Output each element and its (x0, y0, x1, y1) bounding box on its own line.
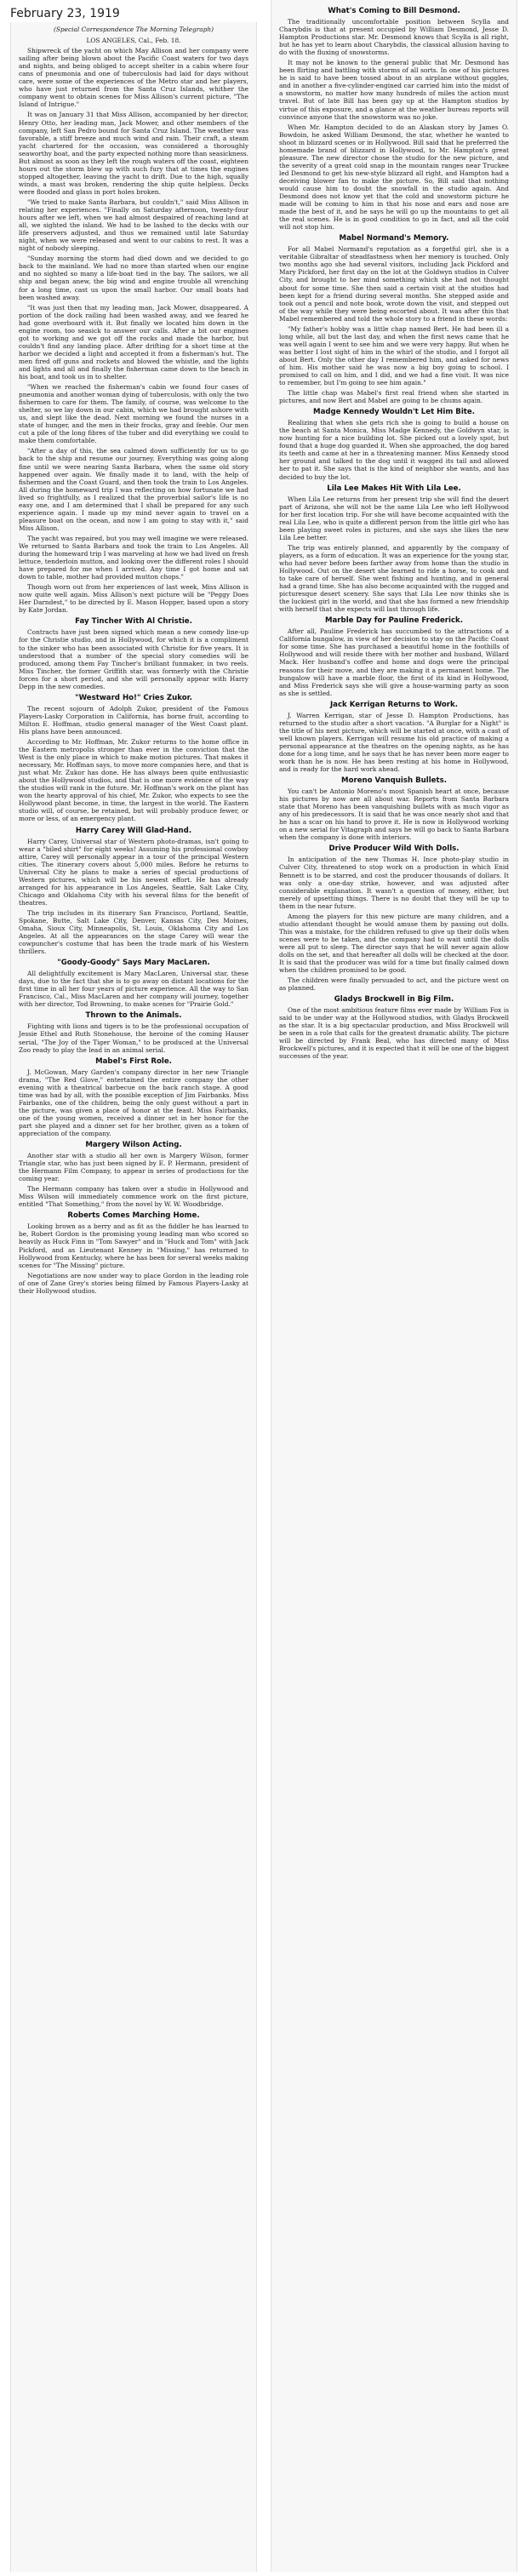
article-paragraph: The trip includes in its itinerary San Francisco, Portland, Seattle, Spokane, Butte, Salt Lake City, Denver, Kansas City, Des Moines, Omaha, Sioux City, Minneapolis, St. Louis, Oklahoma City and Los Angeles. At all the appearances on the stage Carey will wear the cowpuncher's costume that has been the trade mark of his Western thrillers. (19, 908, 248, 956)
article-paragraph: "After a day of this, the sea calmed down sufficiently for us to go back to the ship and resume our journey. Everything was going along fine until we were nearing Santa Barbara, when the same old story happened over again. We finally made it to land, with the help of fishermen and the Coast Guard, and then took the train to Los Angeles. All during the homeward trip I was reflecting on how fortunate we had lived so frightfully, as I realized that the proverbial sailor's life is no easy one, and I am determined that I shall be prepared for any such experience again. I made up my mind never again to travel on a pleasure boat on the ocean, and now I am going to stay with it," said Miss Allison. (19, 447, 248, 532)
article (19, 1211, 248, 1294)
article-paragraph: Contracts have just been signed which mean a new comedy line-up for the Christie studio, and in Hollywood, for which it is a compliment to the sinker who has been associated with Christie for five years. It is understood that a number of the special story comedies will be produced, among them Fay Tincher's brilliant funmaker, in two reels. Miss Tincher, the former Griffith star, was formerly with the Christie forces for a short period, and she will personally appear with Harry Depp in the new comedies. (19, 628, 248, 690)
article-headline: Harry Carey Will Glad-Hand. (75, 826, 192, 835)
article-paragraph: Among the players for this new picture are many children, and a studio attendant thought he would amuse them by passing out dolls. This was a mistake, for the children refused to give up their dolls when scenes were to be taken, and the company had to wait until the dolls were all put to sleep. The director says that he will never again allow dolls on the set, and that hereafter all dolls will be checked at the door. It is said that the producer was wild for a time but finally calmed down when the children promised to be good. (279, 912, 509, 975)
article (19, 694, 248, 823)
article (279, 776, 509, 841)
article-paragraph: Realizing that when she gets rich she is going to build a house on the beach at Santa Monica, Miss Madge Kennedy, the Goldwyn star, is now hunting for a nice building lot. She picked out a lovely spot, but found that a huge dog guarded it. When she approached, the dog bared its teeth and came at her in a threatening manner. Miss Kennedy stood her ground and talked to the dog until it wagged its tail and allowed her to pat it. She says that is the kind of neighbor she wants, and has decided to buy the lot. (279, 419, 509, 481)
article-paragraph: "It was just then that my leading man, Jack Mower, disappeared. A portion of the dock railing had been washed away, and we feared he had gone overboard with it. But finally we located him down in the engine room, too seasick to answer our calls. After a bit our engines got to working and we got off the rocks and made the harbor, but couldn't find any landing place. After drifting for a short time at the harbor we decided a light and accepted it from a fisherman's hut. The men fired off guns and rockets and blowed the whistle, and the lights and lights and all and finally the fisherman came down to the beach in his boat, and took us in to shelter. (19, 303, 248, 381)
article-paragraph: J. McGowan, Mary Garden's company director in her new Triangle drama, "The Red Glove," entertained the entire company the other evening with a theatrical barbecue on the back ranch stage. A good time was had by all, with the possible exception of Jim Fairbanks. Miss Fairbanks, one of the children, being the only guest without a part in the picture, was given a place of honor at the feast. Miss Fairbanks, one of the young women, received a dinner set in her honor for the part she played and a dinner set for her brother, given as a token of appreciation of the company. (19, 1068, 248, 1137)
article (279, 408, 509, 480)
article-paragraph: Harry Carey, Universal star of Western photo-dramas, isn't going to wear a "biled shirt" for eight weeks! Assuming his professional cowboy attire, Carey will personally appear in a tour of the principal Western cities. The itinerary covers about 5,000 miles. Before he returns to Universal City he plans to make a series of special productions of Western pictures, which will be his newest effort. He has already arranged for his appearance in Los Angeles, Seattle, Salt Lake City, Chicago and Oklahoma City with his several films for the benefit of theatres. (19, 837, 248, 907)
article-headline: Moreno Vanquish Bullets. (341, 776, 447, 786)
article-paragraph: The Hermann company has taken over a studio in Hollywood and Miss Wilson will immediately commence work on the first picture, entitled "That Something," from the novel by W. W. Woodbridge. (19, 1185, 248, 1209)
article-headline: Roberts Comes Marching Home. (67, 1211, 200, 1221)
article-headline: "Goody-Goody" Says Mary MacLaren. (57, 959, 210, 968)
article-headline: Mabel Normand's Memory. (339, 234, 449, 243)
article-headline: Jack Kerrigan Returns to Work. (329, 700, 459, 709)
article-paragraph: Negotiations are now under way to place Gordon in the leading role of one of Zane Grey's stories being filmed by Famous Players-Lasky at their Hollywood studios. (19, 1271, 248, 1295)
article-paragraph: The little chap was Mabel's first real friend when she started in pictures, and now Bert and Mabel are going to be chums again. (279, 389, 509, 405)
article (279, 701, 509, 773)
article-paragraph: You can't be Antonio Moreno's most Spanish heart at once, because his pictures by now are all about war. Reports from Santa Barbara state that Moreno has been vanquishing bullets with as much vigor as any of his predecessors. It is said that he was once nearly shot and that he has a scar on his hand to prove it. He is now in Hollywood working on a new serial for Vitagraph and says he will go back to Santa Barbara when the company is done with interiors. (279, 787, 509, 842)
article-paragraph: "Sunday morning the storm had died down and we decided to go back to the mainland. We had no more than started when our engine and no sighted so many a life-boat tied in the bay. The sailors, we all ship and began anew, the big wind and engine trouble all wrenching for a long time, cast us upon the small harbor. Our small boats had been washed away. (19, 255, 248, 301)
article-paragraph: "My father's hobby was a little chap named Bert. He had been ill a long while, all but the last day, and when the first news came that he was well again I went to see him and we were very happy. But when he was better I lost sight of him in the whirl of the studio, and I forgot all about Bert. Only the other day I remembered him, and asked for news of him. His mother said he was now a big boy going to school. I promised to call on him, and I did, and we had a fine visit. It was nice to remember, but I'm going to see him again." (279, 324, 509, 387)
article-headline: Marble Day for Pauline Frederick. (324, 616, 464, 626)
article-headline: Madge Kennedy Wouldn't Let Him Bite. (313, 408, 475, 417)
article (279, 484, 509, 614)
article-paragraph: When Lila Lee returns from her present trip she will find the desert part of Arizona, she will not be the same Lila Lee who left Hollywood for her first location trip. For she will have become acquainted with the real Lila Lee, who is quite a different person from the little girl who has been playing sweet roles in pictures, and she says she likes the new Lila Lee better. (279, 495, 509, 541)
article-headline: Gladys Brockwell in Big Film. (334, 995, 454, 1005)
article-paragraph: The children were finally persuaded to act, and the picture went on as planned. (279, 976, 509, 993)
article-paragraph: All delightfully excitement is Mary MacLaren, Universal star, these days, due to the fact that she is to go away on distant locations for the first time in all her four years of picture experience. All the way to San Francisco, Cal., Miss MacLaren and her company will journey, together with her director, Tod Browning, to make scenes for "Prairie Gold." (19, 970, 248, 1009)
article-paragraph: "We tried to make Santa Barbara, but couldn't," said Miss Allison in relating her experiences. "Finally on Saturday afternoon, twenty-four hours after we left, when we had almost despaired of reaching land at all, we sighted the island. We had to be lashed to the decks with our life preservers adjusted, and thus we remained until late Saturday night, when we were released and went to our cabins to rest. It was a night of nobody sleeping. (19, 197, 248, 253)
article (19, 47, 248, 614)
article (279, 7, 509, 231)
article-headline: Mabel's First Role. (95, 1056, 172, 1066)
article-paragraph: For all Mabel Normand's reputation as a forgetful girl, she is a veritable Gibraltar of steadfastness when her memory is touched. Only two months ago she had several visitors, including Jack Pickford and Mary Pickford, her first day on the lot at the Goldwyn studios in Culver City, and brought to her mind something which she had not thought about for some time. She then said a certain visit at the studios had been kept for a friend during several months. She stepped aside and took out a pencil and note book, wrote down the visit, and stepped out of the way while they were being escorted about. It was after this that Mabel remembered and told the whole story to a friend in these words: (279, 245, 509, 323)
article-paragraph: The yacht was repaired, but you may well imagine we were released. We returned to Santa Barbara and took the train to Los Angeles. All during the homeward trip I was marveling at how we had lived on fresh lettuce, tenderloin mutton, and looking over the different roles I should have prepared for me when I arrived. Any time I got home and sat down to table, mother had provided mutton chops." (19, 534, 248, 581)
article (279, 995, 509, 1060)
article (19, 1057, 248, 1137)
article-headline: Margery Wilson Acting. (85, 1141, 182, 1150)
article (19, 827, 248, 956)
article (19, 1141, 248, 1208)
article-paragraph: One of the most ambitious feature films ever made by William Fox is said to be under way at the Hollywood studios, with Gladys Brockwell as the star. It is a big spectacular production, and Miss Brockwell will be seen in a role that calls for the greatest dramatic ability. The picture will be directed by Frank Beal, who has directed many of Miss Brockwell's pictures, and it is expected that it will be one of the biggest successes of the year. (279, 1006, 509, 1061)
article-paragraph: When Mr. Hampton decided to do an Alaskan story by James O. Bowdoin, he asked William Desmond, the star, whether he wanted to shoot in blizzard scenes or in Hollywood. Bill said that he preferred the homemade brand of blizzard in Hollywood, to Mr. Hampton's great pleasure. The new director chose the studio for the new picture, and the severity of a great cold snap in the mountain ranges near Truckee led Desmond to get his new-style blizzard all right, and Hampton had a deceiving blower fan to make the picture. So, Bill said that nothing would cause him to doubt the snowfall in the studio again. And Desmond does not know yet that the cold and snowstorm picture he made will be coming to him in that his nose and ears and nose are made the best of it, and he says he will go up the mountains to get all the real scenes. He is in good condition to go in fact, and all the cold will not stop him. (279, 123, 509, 232)
dateline: LOS ANGELES, Cal., Feb. 18. (86, 37, 181, 45)
article (19, 1011, 248, 1053)
article-paragraph: Fighting with lions and tigers is to be the professional occupation of Jessie Ethel and Ruth Stonehouse, the heroine of the coming Hauser serial, "The Joy of the Tiger Woman," to be produced at the Universal Zoo ready to play the lead in an animal serial. (19, 1022, 248, 1054)
article-headline: Lila Lee Makes Hit With Lila Lee. (327, 484, 461, 493)
article-paragraph: "When we reached the fisherman's cabin we found four cases of pneumonia and another woman dying of tuberculosis, with only the two fishermen to care for them. The family, of course, was welcome to the shelter, so we lay down in our cabin, which we had brought ashore with us, and slept like the dead. Next morning we found the nurses in a state of hunger, and the men in their frocks, gray and feeble. Our men cut a pile of the long fibres of the tuber and did everything we could to make them comfortable. (19, 383, 248, 445)
article-paragraph: The traditionally uncomfortable position between Scylla and Charybdis is that at present occupied by William Desmond, Jesse D. Hampton Productions star. Mr. Desmond knows that Scylla is all right, but he has yet to learn about Charybdis, the classical allusion having to do with the fluxing of snowstorms. (279, 18, 509, 57)
article-paragraph: Another star with a studio all her own is Margery Wilson, former Triangle star, who has just been signed by E. P. Hermann, president of the Hermann Film Company, to appear in series of productions for the coming year. (19, 1152, 248, 1183)
article (279, 234, 509, 404)
right-clipping (271, 0, 517, 2572)
left-clipping (10, 22, 257, 2572)
right-column (271, 0, 517, 1067)
article (279, 616, 509, 696)
article-paragraph: After all, Pauline Frederick has succumbed to the attractions of a California bungalow, in view of her decision to stay on the Pacific Coast for some time. She has purchased a beautiful home in the foothills of Hollywood and will reside there with her mother and husband, Willard Mack. Her husband's coffee and home and dogs were the principal reasons for their move, and they are making it a permanent home. The bungalow will have a marble floor, the first of its kind in Hollywood, and Miss Frederick says she will give a house-warming party as soon as she is settled. (279, 627, 509, 697)
article-paragraph: J. Warren Kerrigan, star of Jesse D. Hampton Productions, has returned to the studio after a short vacation. "A Burglar for a Night" is the title of his next picture, which will be started at once, with a cast of well known players. Kerrigan will resume his old practice of making a personal appearance at the theatres on the opening nights, as he has done for a long time, and he says that he has never been more eager to work than he is now. He has been resting at his home in Hollywood, and is ready for the hard work ahead. (279, 711, 509, 774)
article-paragraph: It may not be known to the general public that Mr. Desmond has been flirting and battling with storms of all sorts. In one of his pictures he is said to have been tossed about in an airplane without goggles, and in another a five-cylinder-engined car carried him into the midst of a snowstorm, no matter how many hundreds of miles the action must travel. But of late Bill has been gay up at the Hampton studios by virtue of this exposure, and a glance at the weather bureau reports will convince anyone that the snowstorm was no joke. (279, 59, 509, 121)
correspondence-note: (Special Correspondence The Morning Telegraph) (53, 26, 214, 33)
article-paragraph: The trip was entirely planned, and apparently by the company of players, as a form of education. It was an experience for the young star, who had never before been farther away from home than the studio in Hollywood. Out on the desert she learned to ride a horse, to cook and to take care of herself. She went fishing and hunting, and in general had a grand time. She has also become acquainted with the rugged and picturesque desert scenery. She says that Lila Lee now thinks she is the luckiest girl in the world, and that she has formed a new friendship with herself that she expects will last through life. (279, 543, 509, 614)
article-headline: Drive Producer Wild With Dolls. (328, 844, 460, 854)
article (19, 959, 248, 1008)
article (279, 844, 509, 992)
article-paragraph: According to Mr. Hoffman, Mr. Zukor returns to the home office in the Eastern metropolis stronger than ever in the conviction that the West is the only place in which to make motion pictures. That makes it necessary, Mr. Hoffman says, to move more companies here, and that is just what Mr. Zukor has done. He has always been quite enthusiastic about the Hollywood studios, and that is one more evidence of the way the studios will rank in the future. Mr. Hoffman's work on the plant has won the hearty approval of his chief, Mr. Zukor, who expects to see the Hollywood plant become, in time, the largest in the world. The Eastern studio will, of course, be retained, but will probably produce fewer, or more or less, of an emergency plant. (19, 737, 248, 823)
article-paragraph: The recent sojourn of Adolph Zukor, president of the Famous Players-Lasky Corporation in California, has borne fruit, according to Milton E. Hoffman, studio general manager of the West Coast plant. His plans have been announced. (19, 704, 248, 736)
article-paragraph: It was on January 31 that Miss Allison, accompanied by her director, Henry Otto, her leading man, Jack Mower, and other members of the company, left San Pedro bound for Santa Cruz Island. The weather was favorable, a stiff breeze and much wind and rain. Their craft, a steam yacht chartered for the occasion, was considered a thoroughly seaworthy boat, and the party expected nothing more than seasickness. But almost as soon as they left the rough waters off the coast, eighteen hours out the storm blew up with such fury that at times the engines stopped altogether, leaving the yacht to drift. Due to the high, squally winds, a mast was broken, rendering the ship quite helpless. Decks were flooded and glass in port holes broken. (19, 111, 248, 196)
article-headline: What's Coming to Bill Desmond. (328, 7, 460, 15)
article-headline: "Westward Ho!" Cries Zukor. (75, 693, 192, 702)
article-headline: Thrown to the Animals. (85, 1011, 182, 1021)
article-paragraph: Looking brown as a berry and as fit as the fiddler he has learned to be, Robert Gordon is the promising young leading man who scored so heavily as Huck Finn in "Tom Sawyer" and in "Huck and Tom" with Jack Pickford, and as Lieutenant Kenney in "Missing," has returned to Hollywood from Kentucky, where he has been for several weeks making scenes for "The Missing" picture. (19, 1222, 248, 1269)
article (19, 617, 248, 690)
page-date-label: February 23, 1919 (10, 7, 120, 20)
article-paragraph: Though worn out from her experiences of last week, Miss Allison is now quite well again. Miss Allison's next picture will be "Peggy Does Her Darndest," to be directed by E. Mason Hopper, based upon a story by Kate Jordan. (19, 583, 248, 615)
article-paragraph: In anticipation of the new Thomas H. Ince photo-play studio in Culver City, threatened to stop work on a production in which Enid Bennett is to be starred, and cost the producer thousands of dollars. It was only a one-day strike, however, and was adjusted after considerable explanation. It wasn't a question of money, either, but merely of upsetting things. There is no doubt that they will be up to them in the near future. (279, 856, 509, 910)
article-paragraph: Shipwreck of the yacht on which May Allison and her company were sailing after being blown about the Pacific Coast waters for two days and nights, and being obliged to accept shelter in a cabin where four cans of pneumonia and one of tuberculosis had laid for days without care, were some of the experiences of the Metro star and her players, who have just returned from the Santa Cruz Islands, whither the company went to obtain scenes for Miss Allison's current picture, "The Island of Intrigue." (19, 47, 248, 109)
article-headline: Fay Tincher With Al Christie. (75, 617, 192, 627)
left-column (11, 22, 256, 1301)
